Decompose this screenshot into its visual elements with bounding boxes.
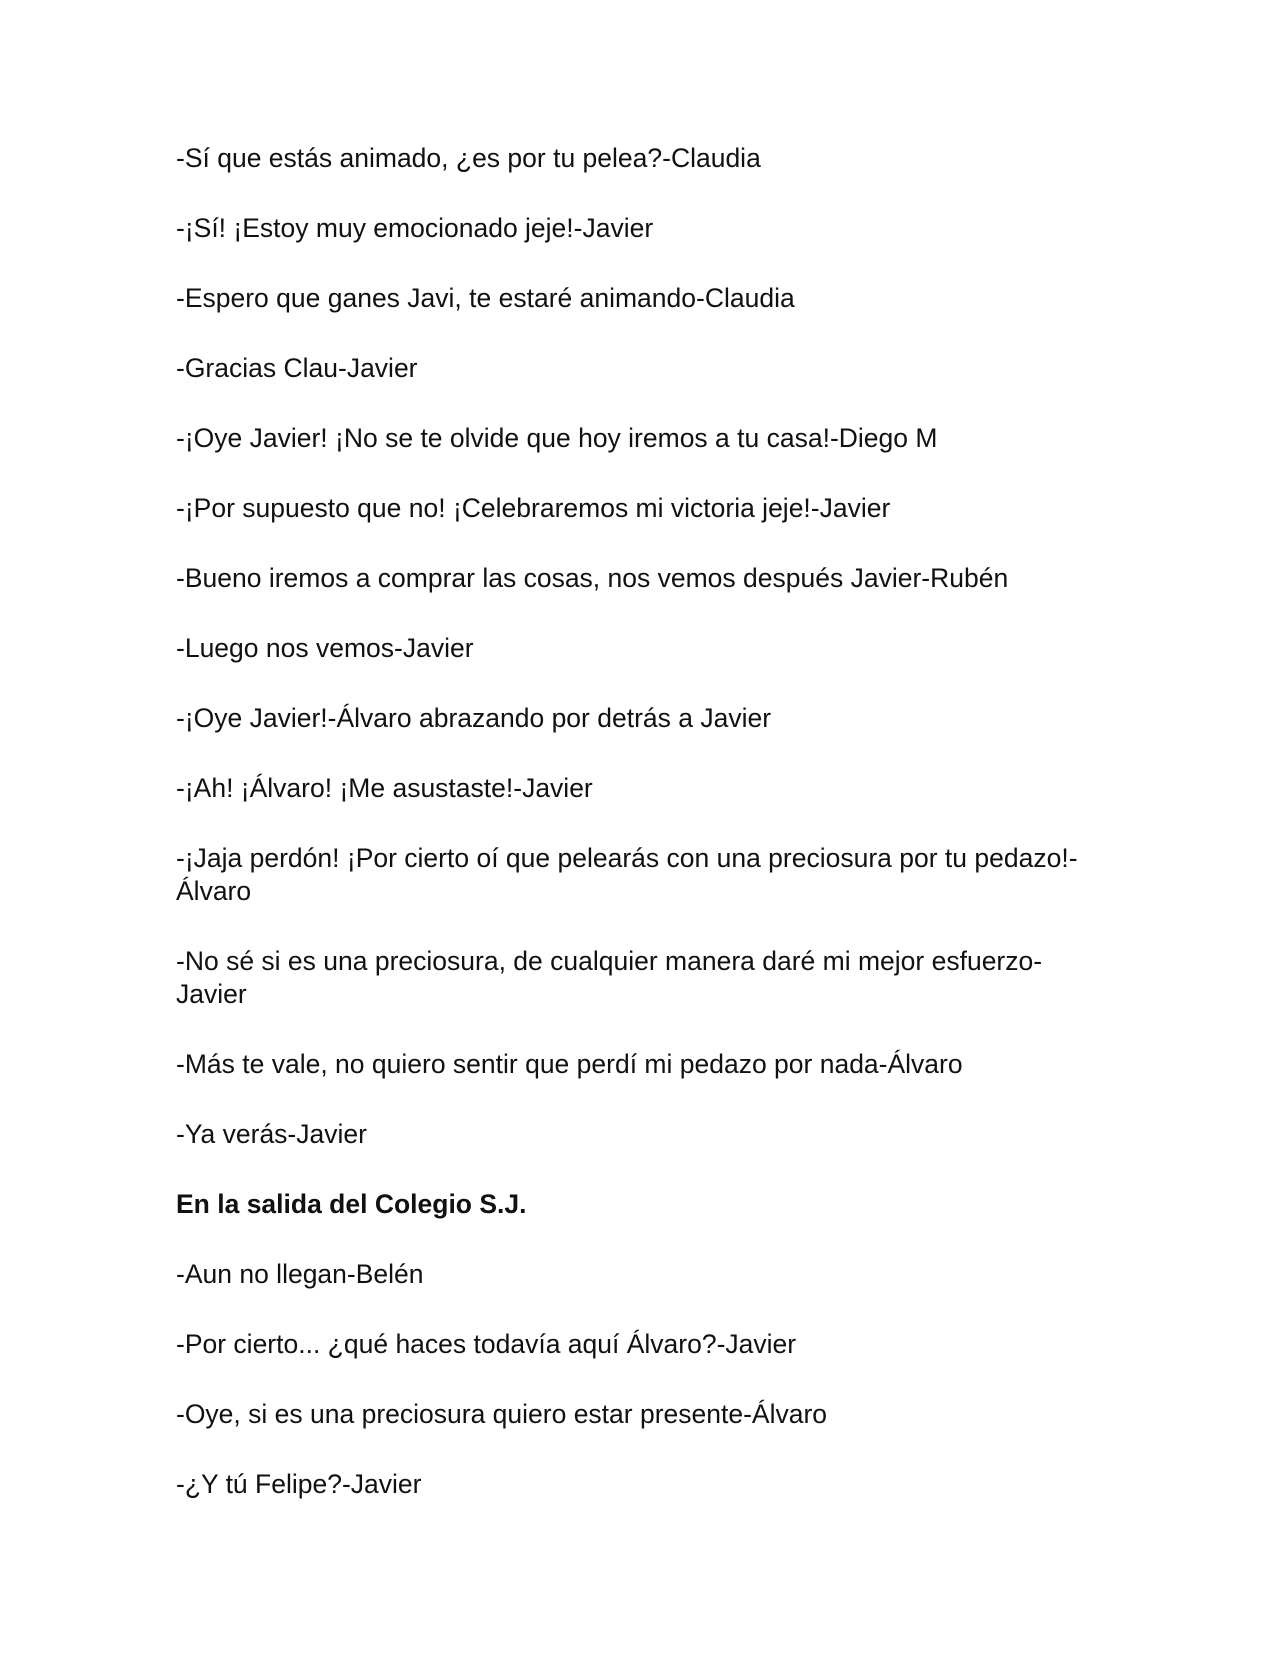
document-body bbox=[176, 142, 1106, 1538]
section-heading: En la salida del Colegio S.J. bbox=[176, 1189, 527, 1219]
dialogue-line: -Por cierto... ¿qué haces todavía aquí Álvaro?-Javier bbox=[176, 1329, 797, 1359]
dialogue-line: -¿Y tú Felipe?-Javier bbox=[176, 1469, 422, 1499]
dialogue-line: -Bueno iremos a comprar las cosas, nos vemos después Javier-Rubén bbox=[176, 563, 1009, 593]
dialogue-line: -Luego nos vemos-Javier bbox=[176, 633, 474, 663]
dialogue-line: -Espero que ganes Javi, te estaré animando-Claudia bbox=[176, 283, 795, 313]
dialogue-line: -Más te vale, no quiero sentir que perdí mi pedazo por nada-Álvaro bbox=[176, 1049, 963, 1079]
dialogue-line: -¡Ah! ¡Álvaro! ¡Me asustaste!-Javier bbox=[176, 773, 593, 803]
dialogue-line: -¡Por supuesto que no! ¡Celebraremos mi victoria jeje!-Javier bbox=[176, 493, 891, 523]
dialogue-line: -¡Jaja perdón! ¡Por cierto oí que pelearás con una preciosura por tu pedazo!-Álvaro bbox=[176, 843, 1078, 906]
dialogue-line: -Ya verás-Javier bbox=[176, 1119, 367, 1149]
dialogue-line: -No sé si es una preciosura, de cualquier manera daré mi mejor esfuerzo-Javier bbox=[176, 946, 1043, 1009]
dialogue-line: -Aun no llegan-Belén bbox=[176, 1259, 424, 1289]
dialogue-line: -¡Sí! ¡Estoy muy emocionado jeje!-Javier bbox=[176, 213, 654, 243]
dialogue-line: -Gracias Clau-Javier bbox=[176, 353, 418, 383]
dialogue-line: -¡Oye Javier! ¡No se te olvide que hoy iremos a tu casa!-Diego M bbox=[176, 423, 938, 453]
dialogue-line: -Oye, si es una preciosura quiero estar presente-Álvaro bbox=[176, 1399, 828, 1429]
dialogue-line: -¡Oye Javier!-Álvaro abrazando por detrás a Javier bbox=[176, 703, 772, 733]
dialogue-line: -Sí que estás animado, ¿es por tu pelea?-Claudia bbox=[176, 143, 761, 173]
